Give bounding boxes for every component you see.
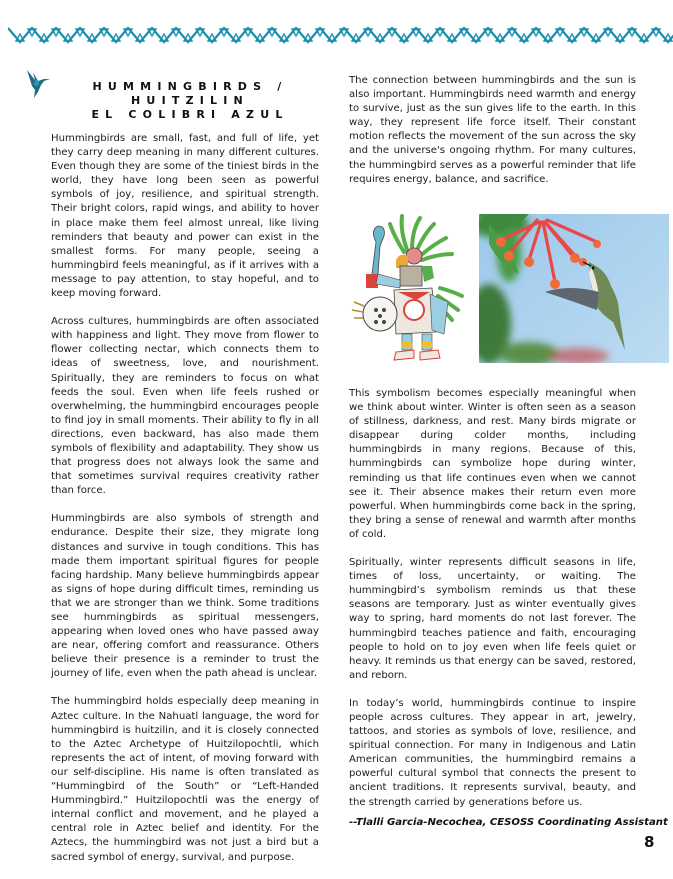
paragraph: The connection between hummingbirds and the sun is also important. Hummingbirds need warmth and energy to survive, just as the sun gives life to the earth. In this way, they represent life force itself. Their constant motion reflects the movement of the sun across the sky and the universe's ongoing rhythm. For many cultures, the hummingbird serves as a powerful reminder that life requires energy, balance, and sacrifice. xyxy=(349,75,636,185)
triangle-up xyxy=(16,34,24,41)
triangle-up xyxy=(472,34,480,41)
triangle-up xyxy=(376,34,384,41)
triangle-up xyxy=(328,34,336,41)
zigzag-border xyxy=(8,26,673,44)
triangle-up xyxy=(640,34,648,41)
triangle-down xyxy=(532,29,540,36)
triangle-up xyxy=(64,34,72,41)
triangle-down xyxy=(244,29,252,36)
triangle-down xyxy=(52,29,60,36)
triangle-up xyxy=(208,34,216,41)
triangle-up xyxy=(400,34,408,41)
hummingbird-photo xyxy=(479,214,669,363)
triangle-down xyxy=(412,29,420,36)
triangle-down xyxy=(652,29,660,36)
triangle-up xyxy=(496,34,504,41)
left-column xyxy=(51,132,319,879)
title-line-1: HUMMINGBIRDS / HUITZILIN xyxy=(92,80,288,107)
triangle-down xyxy=(484,29,492,36)
triangle-up xyxy=(88,34,96,41)
triangle-down xyxy=(580,29,588,36)
paragraph: Hummingbirds are small, fast, and full of life, yet they carry deep meaning in many different cultures. Even though they are some of the tiniest birds in the world, they have long been seen as powerful symbols of joy, resilience, and spiritual strength. Their bright colors, rapid wings, and ability to hover in place make them feel almost unreal, like living reminders that beauty and power can exist in the smallest forms. For many people, seeing a hummingbird feels meaningful, as if it arrives with a message to pay attention, to stay hopeful, and to keep moving forward. xyxy=(51,133,319,300)
paragraph: This symbolism becomes especially meaningful when we think about winter. Winter is often seen as a season of stillness, darkness, and rest. Many birds migrate or disappear during colder months, including hummingbirds in many regions. Because of this, hummingbirds can symbolize hope during winter, reminding us that life continues even when we cannot see it. Their absence makes their return even more powerful. When hummingbirds come back in the spring, they bring a sense of renewal and warmth after months of cold. xyxy=(349,388,636,540)
author-signature: --Tlalli Garcia-Necochea, CESOSS Coordinating Assistant xyxy=(349,817,668,828)
paragraph: Across cultures, hummingbirds are often associated with happiness and light. They move from flower to flower collecting nectar, which connects them to ideas of sweetness, love, and nourishment. Spiritually, they are reminders to focus on what feeds the soul. Even when life feels rushed or overwhelming, the hummingbird encourages people to find joy in small moments. Their ability to fly in all directions, even backward, has also made them symbols of flexibility and adaptability. They show us that progress does not always look the same and that sometimes survival requires creativity rather than force. xyxy=(51,316,319,497)
triangle-down xyxy=(268,29,276,36)
triangle-up xyxy=(544,34,552,41)
triangle-up xyxy=(40,34,48,41)
triangle-down xyxy=(100,29,108,36)
triangle-down xyxy=(196,29,204,36)
triangle-up xyxy=(160,34,168,41)
triangle-up xyxy=(424,34,432,41)
page-number: 8 xyxy=(644,833,655,851)
triangle-down xyxy=(148,29,156,36)
triangle-up xyxy=(520,34,528,41)
triangle-up xyxy=(448,34,456,41)
triangle-up xyxy=(232,34,240,41)
triangle-up xyxy=(280,34,288,41)
triangle-down xyxy=(28,29,36,36)
paragraph: Hummingbirds are also symbols of strength and endurance. Despite their size, they migrate long distances and survive in tough conditions. This has made them important spiritual figures for people facing hardship. Many believe hummingbirds appear as signs of hope during difficult times, reminding us that we are stronger than we think. Some traditions see hummingbirds as spiritual messengers, appearing when loved ones who have passed away are near, offering comfort and reassurance. Others believe their presence is a reminder to trust the journey of life, even when the path ahead is unclear. xyxy=(51,513,319,680)
triangle-up xyxy=(664,34,672,41)
triangle-down xyxy=(340,29,348,36)
triangle-up xyxy=(616,34,624,41)
triangle-up xyxy=(568,34,576,41)
triangle-down xyxy=(172,29,180,36)
title-line-2: EL COLIBRI AZUL xyxy=(91,108,289,121)
triangle-down xyxy=(436,29,444,36)
triangle-up xyxy=(304,34,312,41)
triangle-down xyxy=(388,29,396,36)
article-title xyxy=(40,80,340,122)
triangle-down xyxy=(628,29,636,36)
triangle-down xyxy=(364,29,372,36)
triangle-down xyxy=(556,29,564,36)
huitzilopochtli-illustration xyxy=(350,212,475,364)
triangle-up xyxy=(256,34,264,41)
paragraph: In today’s world, hummingbirds continue to inspire people across cultures. They appear in art, jewelry, tattoos, and stories as symbols of love, resilience, and spiritual connection. For many in Indigenous and Latin American communities, the hummingbird remains a powerful cultural symbol that connects the present to ancient traditions. It represents survival, beauty, and the strength carried by generations before us. xyxy=(349,697,636,808)
triangle-down xyxy=(76,29,84,36)
triangle-down xyxy=(316,29,324,36)
paragraph: The hummingbird holds especially deep meaning in Aztec culture. In the Nahuatl language, the word for hummingbird is huitzilin, and it is closely connected to the Aztec Archetype of Huitzilopochtli, which represents the act of intent, of moving forward with our self-discipline. His name is often translated as “Hummingbird of the South” or “Left-Handed Hummingbird.” Huitzilopochtli was the energy of internal conflict and movement, and he played a central role in Aztec belief and identity. For the Aztecs, the hummingbird was not just a bird but a sacred symbol of energy, survival, and purpose. xyxy=(51,696,319,863)
triangle-down xyxy=(220,29,228,36)
paragraph: Spiritually, winter represents difficult seasons in life, times of loss, uncertainty, or waiting. The hummingbird’s symbolism reminds us that these seasons are temporary. Just as winter eventually gives way to spring, hard moments do not last forever. The hummingbird teaches patience and faith, encouraging people to hold on to joy even when life feels quiet or heavy. It reminds us that energy can be saved, restored, and reborn. xyxy=(349,557,636,681)
right-column-bottom xyxy=(349,387,636,824)
triangle-down xyxy=(508,29,516,36)
triangle-up xyxy=(592,34,600,41)
triangle-down xyxy=(460,29,468,36)
triangle-up xyxy=(184,34,192,41)
right-column-top xyxy=(349,74,636,201)
triangle-down xyxy=(292,29,300,36)
triangle-up xyxy=(352,34,360,41)
triangle-down xyxy=(124,29,132,36)
triangle-down xyxy=(604,29,612,36)
triangle-up xyxy=(136,34,144,41)
triangle-up xyxy=(112,34,120,41)
